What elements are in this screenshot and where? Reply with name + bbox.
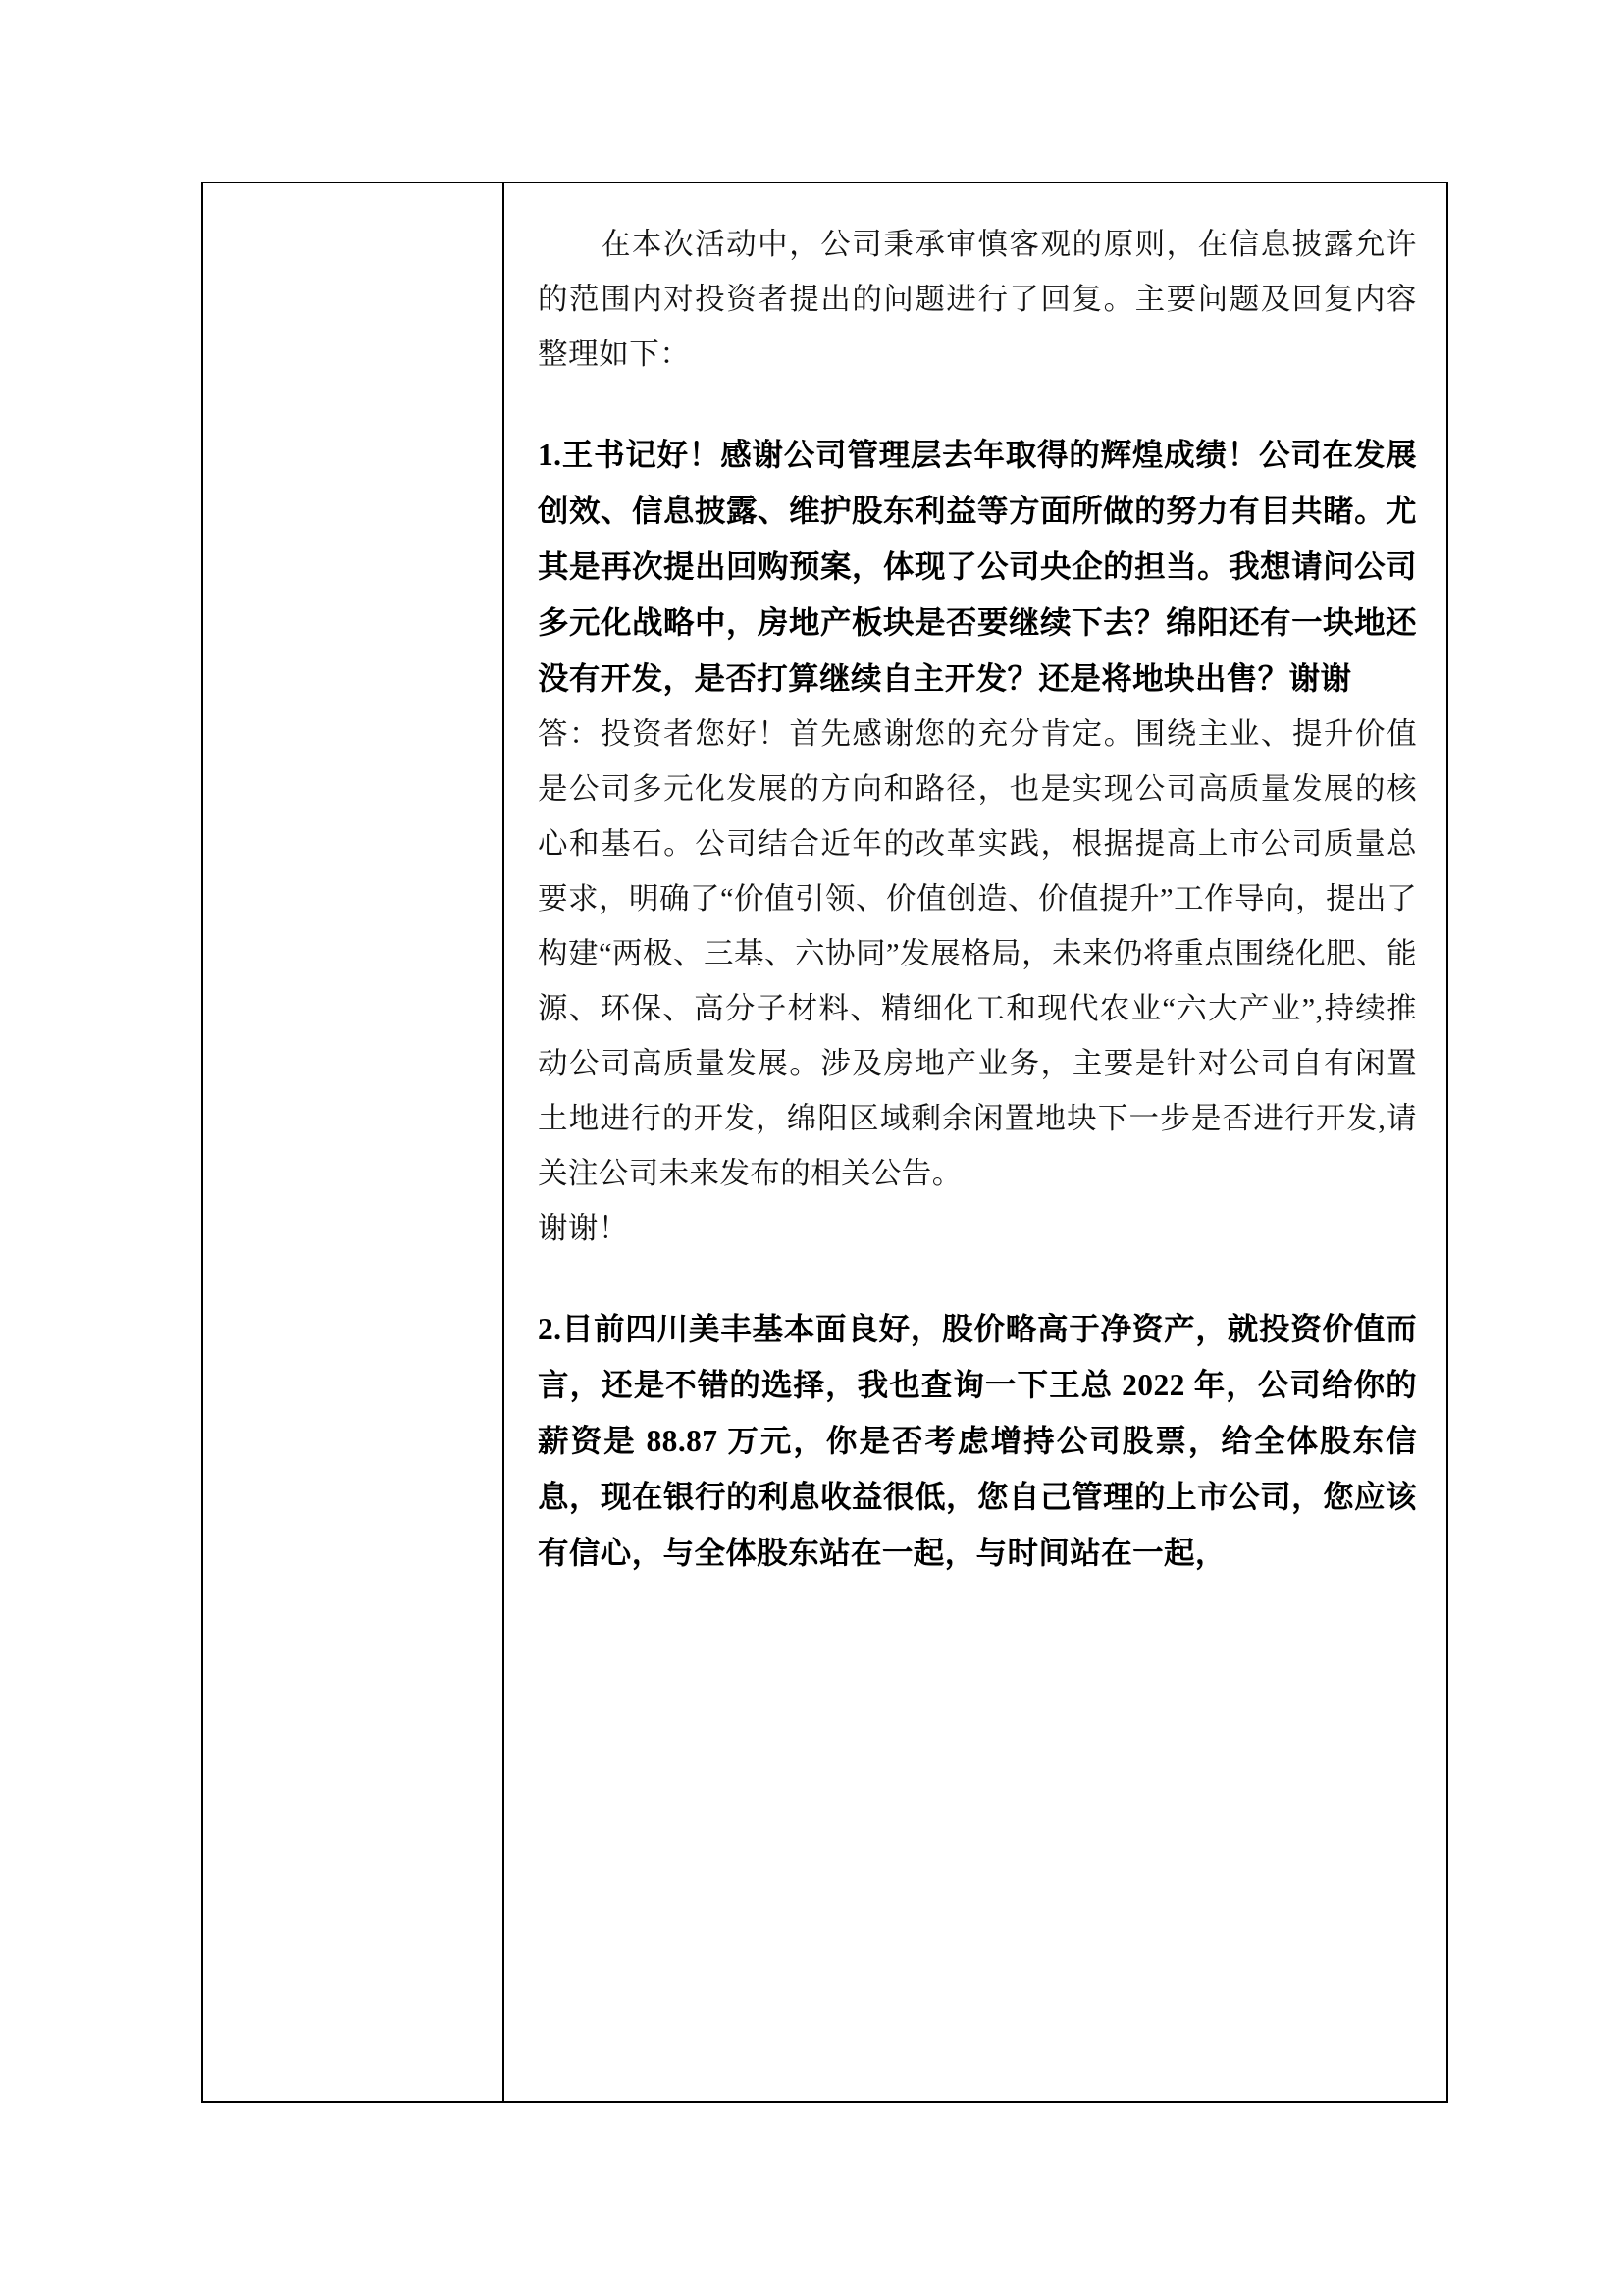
label-cell-text (203, 183, 502, 2097)
spacer (538, 382, 1417, 427)
question-2: 2.目前四川美丰基本面良好，股价略高于净资产，就投资价值而言，还是不错的选择，我也查询一下王总 2022 年，公司给你的薪资是 88.87 万元，你是否考虑增持公司股票，给全体股东信息，现在银行的利息收益很低，您自己管理的上市公司，您应该有信心，与全体股东站在一起，与时间站在一起， (538, 1312, 1417, 1570)
answer-1: 答：投资者您好！首先感谢您的充分肯定。围绕主业、提升价值是公司多元化发展的方向和路径，也是实现公司高质量发展的核心和基石。公司结合近年的改革实践，根据提高上市公司质量总要求，明确了“价值引领、价值创造、价值提升”工作导向，提出了构建“两极、三基、六协同”发展格局，未来仍将重点围绕化肥、能源、环保、高分子材料、精细化工和现代农业“六大产业”,持续推动公司高质量发展。涉及房地产业务，主要是针对公司自有闲置土地进行的开发，绵阳区域剩余闲置地块下一步是否进行开发,请关注公司未来发布的相关公告。 (538, 717, 1417, 1190)
intro-paragraph: 在本次活动中，公司秉承审慎客观的原则，在信息披露允许的范围内对投资者提出的问题进行了回复。主要问题及回复内容整理如下： (538, 228, 1417, 371)
question-1: 1.王书记好！感谢公司管理层去年取得的辉煌成绩！公司在发展创效、信息披露、维护股东利益等方面所做的努力有目共睹。尤其是再次提出回购预案，体现了公司央企的担当。我想请问公司多元化战略中，房地产板块是否要继续下去？绵阳还有一块地还没有开发，是否打算继续自主开发？还是将地块出售？谢谢 (538, 438, 1417, 696)
label-cell (202, 183, 503, 2102)
content-cell-inner (504, 183, 1446, 2101)
content-table (201, 182, 1448, 2103)
answer-1-tail: 谢谢！ (538, 1212, 629, 1245)
spacer (538, 1256, 1417, 1301)
content-cell (503, 183, 1447, 2102)
table-row (202, 183, 1447, 2102)
